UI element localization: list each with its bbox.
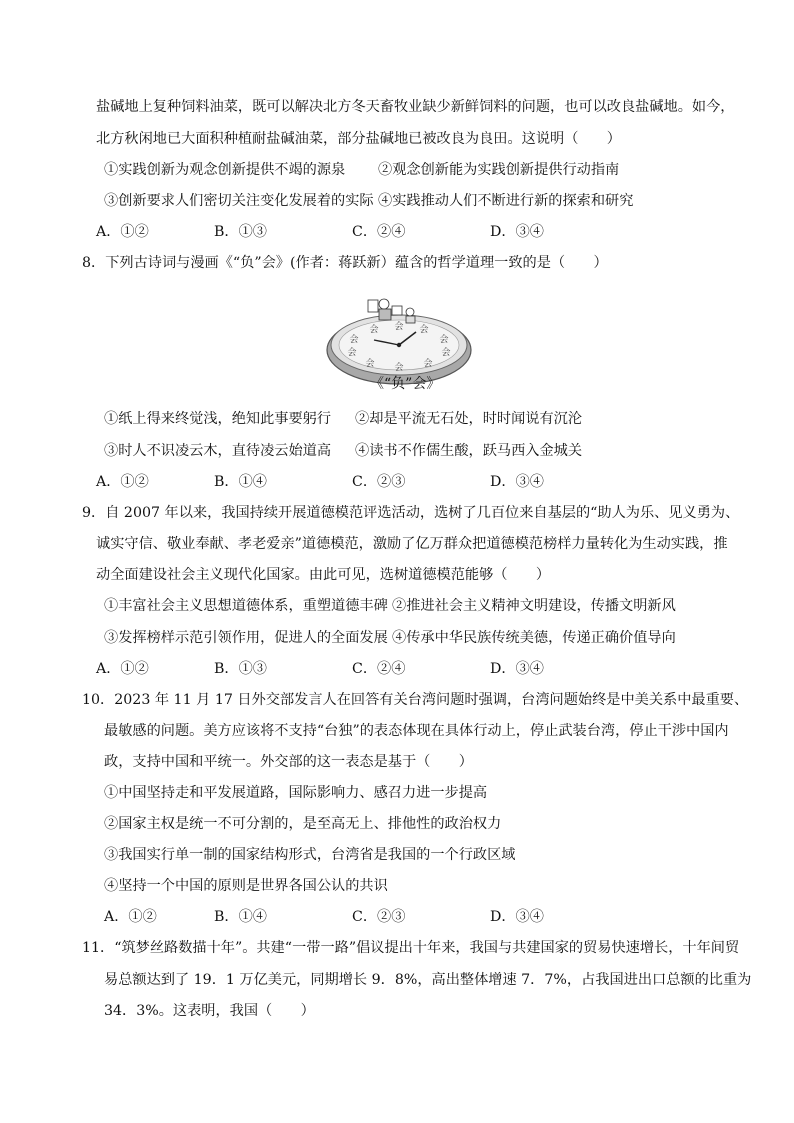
q8-option-a[interactable]: A．①②	[96, 474, 149, 490]
q9-stem-line-1: 9．自 2007 年以来，我国持续开展道德模范评选活动，选树了几百位来自基层的“助人为乐、见义勇为、	[82, 505, 740, 521]
q10-option-d[interactable]: D．③④	[490, 909, 544, 925]
svg-text:会: 会	[347, 348, 357, 358]
q11-stem-line-3: 34．3%。这表明，我国（ ）	[104, 1003, 315, 1019]
q8-statement-2: ②却是平流无石处，时时闻说有沉沦	[355, 411, 583, 427]
q10-stem-line-2: 最敏感的问题。美方应该将不支持“台独”的表态体现在具体行动上，停止武装台湾，停止干涉中国内	[104, 723, 729, 739]
svg-text:会: 会	[349, 335, 359, 345]
q7-statement-3: ③创新要求人们密切关注变化发展着的实际	[104, 193, 374, 209]
q10-option-b[interactable]: B．①④	[214, 909, 267, 925]
svg-text:会: 会	[394, 363, 404, 373]
q8-option-b[interactable]: B．①④	[214, 474, 267, 490]
q9-option-d[interactable]: D．③④	[490, 661, 544, 677]
q10-stem-line-1: 10．2023 年 11 月 17 日外交部发言人在回答有关台湾问题时强调，台湾问题始终是中美关系中最重要、	[82, 692, 749, 708]
q7-option-a[interactable]: A．①②	[96, 224, 149, 240]
svg-text:会: 会	[439, 335, 449, 345]
svg-text:会: 会	[419, 325, 429, 335]
cartoon-caption: 《“负”会》	[370, 376, 441, 392]
q9-statement-4: ④传承中华民族传统美德，传递正确价值导向	[392, 630, 676, 646]
q7-option-c[interactable]: C．②④	[352, 224, 406, 240]
q7-stem-line-1: 盐碱地上复种饲料油菜，既可以解决北方冬天畜牧业缺少新鲜饲料的问题，也可以改良盐碱地。如今，	[96, 99, 735, 115]
q10-option-c[interactable]: C．②③	[352, 909, 406, 925]
q8-stem: 8．下列古诗词与漫画《“负”会》(作者：蒋跃新）蕴含的哲学道理一致的是（ ）	[82, 255, 608, 271]
q9-option-c[interactable]: C．②④	[352, 661, 406, 677]
q10-option-a[interactable]: A．①②	[104, 909, 157, 925]
q7-statement-2: ②观念创新能为实践创新提供行动指南	[378, 162, 620, 178]
q9-stem-line-2: 诚实守信、敬业奉献、孝老爱亲”道德模范，激励了亿万群众把道德模范榜样力量转化为生动实践，推	[96, 536, 728, 552]
svg-text:会: 会	[441, 348, 451, 358]
q7-statement-4: ④实践推动人们不断进行新的探索和研究	[378, 193, 634, 209]
svg-text:会: 会	[365, 359, 375, 369]
q9-statement-1: ①丰富社会主义思想道德体系，重塑道德丰碑	[104, 598, 388, 614]
q10-statement-4: ④坚持一个中国的原则是世界各国公认的共识	[104, 878, 388, 894]
svg-text:会: 会	[369, 325, 379, 335]
q7-statement-1: ①实践创新为观念创新提供不竭的源泉	[104, 162, 346, 178]
q10-statement-3: ③我国实行单一制的国家结构形式，台湾省是我国的一个行政区域	[104, 847, 516, 863]
q11-stem-line-2: 易总额达到了 19．1 万亿美元，同期增长 9．8%，高出整体增速 7．7%，占我国进出口总额的比重为	[104, 972, 752, 988]
q7-stem-line-2: 北方秋闲地已大面积种植耐盐碱油菜，部分盐碱地已被改良为良田。这说明（ ）	[96, 131, 621, 147]
q9-stem-line-3: 动全面建设社会主义现代化国家。由此可见，选树道德模范能够（ ）	[96, 567, 551, 583]
q10-statement-1: ①中国坚持走和平发展道路，国际影响力、感召力进一步提高	[104, 785, 488, 801]
q8-statement-4: ④读书不作儒生酸，跃马西入金城关	[355, 443, 583, 459]
q8-option-d[interactable]: D．③④	[490, 474, 544, 490]
q11-stem-line-1: 11．“筑梦丝路数描十年”。共建“一带一路”倡议提出十年来，我国与共建国家的贸易快速增长，十年间贸	[82, 940, 740, 956]
q7-option-b[interactable]: B．①③	[214, 224, 267, 240]
q7-option-d[interactable]: D．③④	[490, 224, 544, 240]
q9-option-a[interactable]: A．①②	[96, 661, 149, 677]
q8-option-c[interactable]: C．②③	[352, 474, 406, 490]
q9-statement-3: ③发挥榜样示范引领作用，促进人的全面发展	[104, 630, 388, 646]
q9-option-b[interactable]: B．①③	[214, 661, 267, 677]
q10-statement-2: ②国家主权是统一不可分割的，是至高无上、排他性的政治权力	[104, 816, 502, 832]
q8-statement-1: ①纸上得来终觉浅，绝知此事要躬行	[104, 411, 332, 427]
svg-text:会: 会	[394, 322, 404, 332]
q10-stem-line-3: 政，支持中国和平统一。外交部的这一表态是基于（ ）	[104, 754, 473, 770]
svg-text:会: 会	[423, 359, 433, 369]
q8-statement-3: ③时人不识凌云木，直待凌云始道高	[104, 443, 332, 459]
q9-statement-2: ②推进社会主义精神文明建设，传播文明新风	[392, 598, 676, 614]
